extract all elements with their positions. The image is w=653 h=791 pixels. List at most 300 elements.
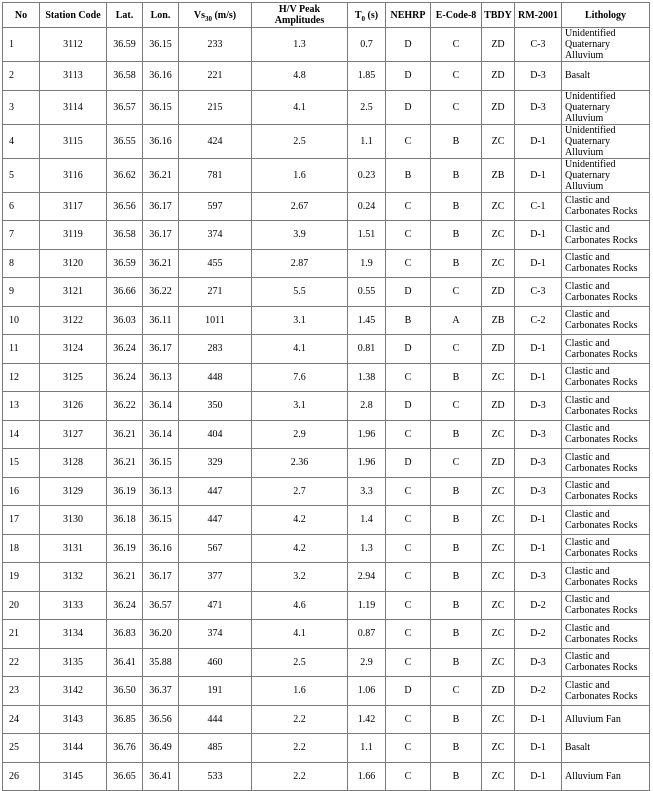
latitude-cell: 36.24 — [107, 591, 143, 620]
rm2001-class-cell: C-2 — [515, 306, 562, 335]
station-code-cell: 3125 — [40, 363, 107, 392]
nehrp-class-cell: D — [386, 449, 431, 478]
ecode8-class-cell: C — [431, 62, 482, 91]
ecode8-class-cell: B — [431, 648, 482, 677]
latitude-cell: 36.19 — [107, 477, 143, 506]
row-number-cell: 16 — [3, 477, 40, 506]
latitude-cell: 36.62 — [107, 158, 143, 192]
hv-peak-amplitude-cell: 1.6 — [252, 158, 348, 192]
table-row — [3, 420, 650, 449]
vs30-value-cell: 374 — [179, 620, 252, 649]
vs30-value-cell: 404 — [179, 420, 252, 449]
ecode8-class-cell: B — [431, 221, 482, 250]
nehrp-class-cell: C — [386, 420, 431, 449]
table-row — [3, 449, 650, 478]
t0-value-cell: 1.19 — [348, 591, 386, 620]
ecode8-class-cell: C — [431, 90, 482, 124]
vs30-value-cell: 377 — [179, 563, 252, 592]
latitude-cell: 36.24 — [107, 335, 143, 364]
t0-value-cell: 1.96 — [348, 449, 386, 478]
row-number-cell: 8 — [3, 249, 40, 278]
longitude-cell: 36.22 — [143, 278, 179, 307]
vs30-value-cell: 447 — [179, 477, 252, 506]
nehrp-class-cell: D — [386, 677, 431, 706]
hv-peak-amplitude-cell: 7.6 — [252, 363, 348, 392]
row-number-cell: 20 — [3, 591, 40, 620]
nehrp-class-cell: D — [386, 28, 431, 62]
latitude-cell: 36.55 — [107, 124, 143, 158]
column-header: NEHRP — [386, 3, 431, 28]
rm2001-class-cell: D-3 — [515, 563, 562, 592]
longitude-cell: 36.16 — [143, 124, 179, 158]
table-row — [3, 335, 650, 364]
tbdy-class-cell: ZC — [482, 477, 515, 506]
longitude-cell: 36.14 — [143, 420, 179, 449]
ecode8-class-cell: B — [431, 563, 482, 592]
ecode8-class-cell: B — [431, 477, 482, 506]
rm2001-class-cell: D-1 — [515, 363, 562, 392]
t0-value-cell: 2.8 — [348, 392, 386, 421]
vs30-value-cell: 444 — [179, 705, 252, 734]
station-code-cell: 3115 — [40, 124, 107, 158]
vs30-value-cell: 1011 — [179, 306, 252, 335]
column-header: Lithology — [562, 3, 650, 28]
t0-value-cell: 0.81 — [348, 335, 386, 364]
column-header: TBDY — [482, 3, 515, 28]
t0-value-cell: 0.24 — [348, 192, 386, 221]
station-code-cell: 3143 — [40, 705, 107, 734]
vs30-value-cell: 448 — [179, 363, 252, 392]
latitude-cell: 36.03 — [107, 306, 143, 335]
tbdy-class-cell: ZC — [482, 705, 515, 734]
station-code-cell: 3134 — [40, 620, 107, 649]
ecode8-class-cell: B — [431, 420, 482, 449]
ecode8-class-cell: C — [431, 335, 482, 364]
t0-value-cell: 1.06 — [348, 677, 386, 706]
rm2001-class-cell: C-1 — [515, 192, 562, 221]
lithology-cell: Alluvium Fan — [562, 762, 650, 791]
longitude-cell: 36.56 — [143, 705, 179, 734]
latitude-cell: 36.21 — [107, 420, 143, 449]
station-code-cell: 3128 — [40, 449, 107, 478]
rm2001-class-cell: D-3 — [515, 62, 562, 91]
lithology-cell: Clastic and Carbonates Rocks — [562, 420, 650, 449]
tbdy-class-cell: ZD — [482, 62, 515, 91]
tbdy-class-cell: ZC — [482, 762, 515, 791]
row-number-cell: 19 — [3, 563, 40, 592]
table-row — [3, 563, 650, 592]
station-code-cell: 3142 — [40, 677, 107, 706]
tbdy-class-cell: ZD — [482, 90, 515, 124]
tbdy-class-cell: ZC — [482, 563, 515, 592]
lithology-cell: Clastic and Carbonates Rocks — [562, 563, 650, 592]
ecode8-class-cell: B — [431, 249, 482, 278]
rm2001-class-cell: D-1 — [515, 335, 562, 364]
nehrp-class-cell: D — [386, 392, 431, 421]
longitude-cell: 36.21 — [143, 249, 179, 278]
latitude-cell: 36.59 — [107, 249, 143, 278]
tbdy-class-cell: ZC — [482, 734, 515, 763]
station-code-cell: 3112 — [40, 28, 107, 62]
rm2001-class-cell: D-1 — [515, 221, 562, 250]
longitude-cell: 36.11 — [143, 306, 179, 335]
station-code-cell: 3130 — [40, 506, 107, 535]
row-number-cell: 24 — [3, 705, 40, 734]
tbdy-class-cell: ZC — [482, 648, 515, 677]
rm2001-class-cell: D-2 — [515, 591, 562, 620]
t0-value-cell: 1.85 — [348, 62, 386, 91]
table-row — [3, 221, 650, 250]
vs30-value-cell: 271 — [179, 278, 252, 307]
row-number-cell: 25 — [3, 734, 40, 763]
hv-peak-amplitude-cell: 3.9 — [252, 221, 348, 250]
nehrp-class-cell: C — [386, 221, 431, 250]
hv-peak-amplitude-cell: 5.5 — [252, 278, 348, 307]
lithology-cell: Clastic and Carbonates Rocks — [562, 249, 650, 278]
table-row — [3, 62, 650, 91]
ecode8-class-cell: B — [431, 620, 482, 649]
nehrp-class-cell: C — [386, 591, 431, 620]
rm2001-class-cell: D-1 — [515, 506, 562, 535]
nehrp-class-cell: D — [386, 62, 431, 91]
ecode8-class-cell: B — [431, 363, 482, 392]
row-number-cell: 18 — [3, 534, 40, 563]
longitude-cell: 36.15 — [143, 506, 179, 535]
tbdy-class-cell: ZC — [482, 591, 515, 620]
vs30-value-cell: 233 — [179, 28, 252, 62]
t0-value-cell: 2.94 — [348, 563, 386, 592]
station-table — [2, 2, 650, 791]
ecode8-class-cell: B — [431, 534, 482, 563]
rm2001-class-cell: D-1 — [515, 734, 562, 763]
latitude-cell: 36.59 — [107, 28, 143, 62]
row-number-cell: 14 — [3, 420, 40, 449]
nehrp-class-cell: C — [386, 705, 431, 734]
ecode8-class-cell: B — [431, 158, 482, 192]
hv-peak-amplitude-cell: 2.5 — [252, 124, 348, 158]
rm2001-class-cell: D-3 — [515, 90, 562, 124]
nehrp-class-cell: C — [386, 563, 431, 592]
ecode8-class-cell: B — [431, 705, 482, 734]
longitude-cell: 36.21 — [143, 158, 179, 192]
station-code-cell: 3133 — [40, 591, 107, 620]
longitude-cell: 36.13 — [143, 363, 179, 392]
latitude-cell: 36.21 — [107, 449, 143, 478]
lithology-cell: Clastic and Carbonates Rocks — [562, 335, 650, 364]
tbdy-class-cell: ZB — [482, 306, 515, 335]
station-code-cell: 3127 — [40, 420, 107, 449]
vs30-value-cell: 221 — [179, 62, 252, 91]
row-number-cell: 12 — [3, 363, 40, 392]
longitude-cell: 36.17 — [143, 335, 179, 364]
latitude-cell: 36.18 — [107, 506, 143, 535]
lithology-cell: Clastic and Carbonates Rocks — [562, 591, 650, 620]
lithology-cell: Unidentified Quaternary Alluvium — [562, 28, 650, 62]
column-header: H/V Peak Amplitudes — [252, 3, 348, 28]
latitude-cell: 36.50 — [107, 677, 143, 706]
longitude-cell: 36.20 — [143, 620, 179, 649]
table-row — [3, 306, 650, 335]
tbdy-class-cell: ZC — [482, 192, 515, 221]
lithology-cell: Clastic and Carbonates Rocks — [562, 477, 650, 506]
station-code-cell: 3124 — [40, 335, 107, 364]
hv-peak-amplitude-cell: 2.9 — [252, 420, 348, 449]
hv-peak-amplitude-cell: 4.2 — [252, 506, 348, 535]
hv-peak-amplitude-cell: 4.1 — [252, 90, 348, 124]
ecode8-class-cell: C — [431, 28, 482, 62]
t0-value-cell: 1.9 — [348, 249, 386, 278]
rm2001-class-cell: D-3 — [515, 420, 562, 449]
lithology-cell: Clastic and Carbonates Rocks — [562, 534, 650, 563]
row-number-cell: 6 — [3, 192, 40, 221]
table-header-row — [3, 3, 650, 28]
latitude-cell: 36.41 — [107, 648, 143, 677]
ecode8-class-cell: C — [431, 278, 482, 307]
table-row — [3, 477, 650, 506]
nehrp-class-cell: D — [386, 90, 431, 124]
rm2001-class-cell: D-2 — [515, 677, 562, 706]
latitude-cell: 36.24 — [107, 363, 143, 392]
t0-value-cell: 2.5 — [348, 90, 386, 124]
vs30-value-cell: 567 — [179, 534, 252, 563]
station-code-cell: 3116 — [40, 158, 107, 192]
table-row — [3, 620, 650, 649]
longitude-cell: 36.15 — [143, 90, 179, 124]
longitude-cell: 36.16 — [143, 534, 179, 563]
nehrp-class-cell: C — [386, 249, 431, 278]
station-code-cell: 3135 — [40, 648, 107, 677]
longitude-cell: 36.41 — [143, 762, 179, 791]
nehrp-class-cell: C — [386, 124, 431, 158]
vs30-value-cell: 447 — [179, 506, 252, 535]
table-row — [3, 506, 650, 535]
lithology-cell: Clastic and Carbonates Rocks — [562, 506, 650, 535]
tbdy-class-cell: ZD — [482, 278, 515, 307]
row-number-cell: 5 — [3, 158, 40, 192]
latitude-cell: 36.58 — [107, 62, 143, 91]
vs30-value-cell: 374 — [179, 221, 252, 250]
column-header: $Vs_{30}$ (m/s) — [179, 3, 252, 28]
lithology-cell: Basalt — [562, 62, 650, 91]
row-number-cell: 11 — [3, 335, 40, 364]
hv-peak-amplitude-cell: 4.1 — [252, 335, 348, 364]
latitude-cell: 36.57 — [107, 90, 143, 124]
table-row — [3, 249, 650, 278]
latitude-cell: 36.65 — [107, 762, 143, 791]
lithology-cell: Clastic and Carbonates Rocks — [562, 221, 650, 250]
nehrp-class-cell: C — [386, 534, 431, 563]
vs30-value-cell: 533 — [179, 762, 252, 791]
station-code-cell: 3122 — [40, 306, 107, 335]
lithology-cell: Alluvium Fan — [562, 705, 650, 734]
row-number-cell: 22 — [3, 648, 40, 677]
vs30-value-cell: 191 — [179, 677, 252, 706]
hv-peak-amplitude-cell: 4.1 — [252, 620, 348, 649]
tbdy-class-cell: ZC — [482, 506, 515, 535]
lithology-cell: Unidentified Quaternary Alluvium — [562, 124, 650, 158]
table-row — [3, 591, 650, 620]
ecode8-class-cell: C — [431, 449, 482, 478]
vs30-value-cell: 424 — [179, 124, 252, 158]
hv-peak-amplitude-cell: 2.36 — [252, 449, 348, 478]
station-code-cell: 3129 — [40, 477, 107, 506]
nehrp-class-cell: C — [386, 506, 431, 535]
hv-peak-amplitude-cell: 1.3 — [252, 28, 348, 62]
vs30-value-cell: 781 — [179, 158, 252, 192]
station-code-cell: 3131 — [40, 534, 107, 563]
vs30-value-cell: 283 — [179, 335, 252, 364]
rm2001-class-cell: D-3 — [515, 648, 562, 677]
column-header: Station Code — [40, 3, 107, 28]
longitude-cell: 36.15 — [143, 28, 179, 62]
ecode8-class-cell: B — [431, 762, 482, 791]
t0-value-cell: 0.23 — [348, 158, 386, 192]
lithology-cell: Basalt — [562, 734, 650, 763]
ecode8-class-cell: A — [431, 306, 482, 335]
hv-peak-amplitude-cell: 2.7 — [252, 477, 348, 506]
t0-value-cell: 3.3 — [348, 477, 386, 506]
table-row — [3, 762, 650, 791]
lithology-cell: Clastic and Carbonates Rocks — [562, 306, 650, 335]
rm2001-class-cell: D-1 — [515, 534, 562, 563]
rm2001-class-cell: D-3 — [515, 449, 562, 478]
table-body — [3, 28, 650, 791]
table-row — [3, 677, 650, 706]
hv-peak-amplitude-cell: 2.2 — [252, 762, 348, 791]
rm2001-class-cell: D-3 — [515, 477, 562, 506]
t0-value-cell: 0.55 — [348, 278, 386, 307]
hv-peak-amplitude-cell: 2.2 — [252, 705, 348, 734]
t0-value-cell: 1.3 — [348, 534, 386, 563]
vs30-value-cell: 471 — [179, 591, 252, 620]
lithology-cell: Clastic and Carbonates Rocks — [562, 278, 650, 307]
longitude-cell: 36.57 — [143, 591, 179, 620]
tbdy-class-cell: ZD — [482, 677, 515, 706]
lithology-cell: Clastic and Carbonates Rocks — [562, 363, 650, 392]
t0-value-cell: 1.96 — [348, 420, 386, 449]
ecode8-class-cell: B — [431, 734, 482, 763]
station-code-cell: 3121 — [40, 278, 107, 307]
longitude-cell: 36.17 — [143, 221, 179, 250]
tbdy-class-cell: ZD — [482, 392, 515, 421]
longitude-cell: 36.13 — [143, 477, 179, 506]
row-number-cell: 13 — [3, 392, 40, 421]
t0-value-cell: 0.87 — [348, 620, 386, 649]
rm2001-class-cell: D-3 — [515, 392, 562, 421]
vs30-value-cell: 597 — [179, 192, 252, 221]
t0-value-cell: 1.38 — [348, 363, 386, 392]
nehrp-class-cell: B — [386, 158, 431, 192]
table-row — [3, 734, 650, 763]
station-code-cell: 3132 — [40, 563, 107, 592]
lithology-cell: Clastic and Carbonates Rocks — [562, 648, 650, 677]
hv-peak-amplitude-cell: 3.1 — [252, 306, 348, 335]
nehrp-class-cell: C — [386, 734, 431, 763]
rm2001-class-cell: D-1 — [515, 124, 562, 158]
hv-peak-amplitude-cell: 1.6 — [252, 677, 348, 706]
rm2001-class-cell: D-1 — [515, 705, 562, 734]
rm2001-class-cell: D-1 — [515, 158, 562, 192]
ecode8-class-cell: C — [431, 392, 482, 421]
station-code-cell: 3113 — [40, 62, 107, 91]
latitude-cell: 36.22 — [107, 392, 143, 421]
column-header: $T_0$ (s) — [348, 3, 386, 28]
column-header: No — [3, 3, 40, 28]
hv-peak-amplitude-cell: 2.87 — [252, 249, 348, 278]
hv-peak-amplitude-cell: 4.6 — [252, 591, 348, 620]
hv-peak-amplitude-cell: 2.2 — [252, 734, 348, 763]
table-row — [3, 192, 650, 221]
rm2001-class-cell: C-3 — [515, 278, 562, 307]
tbdy-class-cell: ZC — [482, 249, 515, 278]
longitude-cell: 36.37 — [143, 677, 179, 706]
row-number-cell: 9 — [3, 278, 40, 307]
station-code-cell: 3144 — [40, 734, 107, 763]
station-code-cell: 3145 — [40, 762, 107, 791]
hv-peak-amplitude-cell: 2.5 — [252, 648, 348, 677]
station-code-cell: 3114 — [40, 90, 107, 124]
hv-peak-amplitude-cell: 4.8 — [252, 62, 348, 91]
hv-peak-amplitude-cell: 4.2 — [252, 534, 348, 563]
tbdy-class-cell: ZC — [482, 620, 515, 649]
lithology-cell: Unidentified Quaternary Alluvium — [562, 90, 650, 124]
vs30-value-cell: 350 — [179, 392, 252, 421]
row-number-cell: 1 — [3, 28, 40, 62]
t0-value-cell: 1.4 — [348, 506, 386, 535]
row-number-cell: 10 — [3, 306, 40, 335]
lithology-cell: Clastic and Carbonates Rocks — [562, 392, 650, 421]
lithology-cell: Clastic and Carbonates Rocks — [562, 620, 650, 649]
row-number-cell: 15 — [3, 449, 40, 478]
row-number-cell: 2 — [3, 62, 40, 91]
tbdy-class-cell: ZD — [482, 449, 515, 478]
column-header: E-Code-8 — [431, 3, 482, 28]
vs30-value-cell: 329 — [179, 449, 252, 478]
vs30-value-cell: 485 — [179, 734, 252, 763]
tbdy-class-cell: ZC — [482, 420, 515, 449]
station-code-cell: 3126 — [40, 392, 107, 421]
longitude-cell: 36.14 — [143, 392, 179, 421]
latitude-cell: 36.19 — [107, 534, 143, 563]
table-row — [3, 705, 650, 734]
nehrp-class-cell: C — [386, 192, 431, 221]
ecode8-class-cell: B — [431, 192, 482, 221]
row-number-cell: 26 — [3, 762, 40, 791]
tbdy-class-cell: ZD — [482, 335, 515, 364]
vs30-value-cell: 215 — [179, 90, 252, 124]
nehrp-class-cell: B — [386, 306, 431, 335]
nehrp-class-cell: C — [386, 363, 431, 392]
longitude-cell: 36.17 — [143, 563, 179, 592]
column-header: RM-2001 — [515, 3, 562, 28]
latitude-cell: 36.85 — [107, 705, 143, 734]
ecode8-class-cell: B — [431, 124, 482, 158]
rm2001-class-cell: D-2 — [515, 620, 562, 649]
nehrp-class-cell: C — [386, 620, 431, 649]
table-row — [3, 648, 650, 677]
nehrp-class-cell: C — [386, 477, 431, 506]
table-row — [3, 534, 650, 563]
t0-value-cell: 1.66 — [348, 762, 386, 791]
tbdy-class-cell: ZB — [482, 158, 515, 192]
column-header: Lon. — [143, 3, 179, 28]
table-row — [3, 124, 650, 158]
table-row — [3, 278, 650, 307]
longitude-cell: 36.17 — [143, 192, 179, 221]
hv-peak-amplitude-cell: 3.1 — [252, 392, 348, 421]
lithology-cell: Clastic and Carbonates Rocks — [562, 677, 650, 706]
lithology-cell: Unidentified Quaternary Alluvium — [562, 158, 650, 192]
